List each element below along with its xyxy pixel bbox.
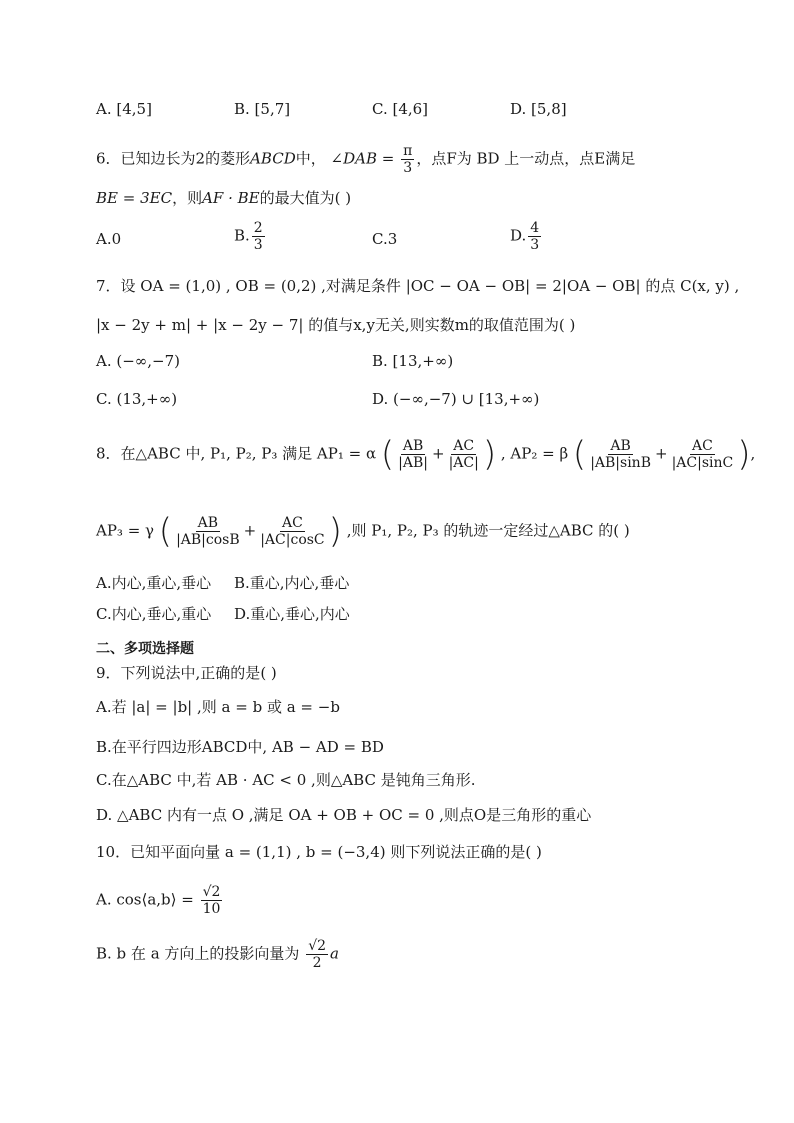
q5-option-d[interactable]: D. [5,8]: [510, 100, 567, 118]
q6-stem-line2: [96, 187, 351, 209]
q8-abs-ab-sinb: |AB|sinB: [590, 455, 651, 471]
q8-stem-line2: [96, 511, 630, 552]
q7-stem-line2: |x − 2y + m| + |x − 2y − 7| 的值与x,y无关,则实数m的取值范围为( ): [96, 316, 576, 334]
q6-pi-over-3: [401, 143, 414, 176]
q8-ac-1: AC: [453, 438, 475, 454]
q8-text-d: ,则 P₁, P₂, P₃ 的轨迹一定经过△ABC 的( ): [346, 521, 630, 540]
q6-text-a: 6．已知边长为2的菱形: [96, 149, 251, 168]
q8-ab-1: AB: [402, 438, 424, 454]
q6-option-d-den: 3: [530, 237, 540, 253]
q6-text-e: ，则: [172, 189, 203, 207]
q10-option-b-frac: [306, 938, 328, 971]
q6-option-d-prefix: D.: [510, 226, 527, 245]
q9-option-a[interactable]: A.若 |a| = |b| ,则 a = b 或 a = −b: [96, 698, 340, 716]
q9-option-c[interactable]: C.在△ABC 中,若 AB · AC < 0 ,则△ABC 是钝角三角形.: [96, 771, 476, 789]
q10-option-a-num: √2: [202, 884, 221, 900]
q8-paren-close-3: ): [328, 511, 342, 552]
q7-stem-line1: 7．设 OA = (1,0) , OB = (0,2) ,对满足条件 |OC − OA − OB| = 2|OA − OB| 的点 C(x, y) ,: [96, 277, 740, 295]
q8-ab-2: AB: [610, 438, 631, 454]
q8-abs-ac-1: |AC|: [448, 455, 479, 471]
q10-option-b-num: √2: [308, 938, 327, 954]
q6-dot-product: AF · BE: [202, 189, 260, 207]
q6-option-c[interactable]: C.3: [372, 230, 398, 248]
q8-frac-2b: [670, 438, 736, 471]
q8-abs-ac-cosc: |AC|cosC: [260, 532, 325, 548]
q8-stem-line1: [96, 434, 756, 475]
q6-three: 3: [403, 160, 413, 176]
q6-option-d[interactable]: [510, 220, 543, 253]
q5-option-a[interactable]: A. [4,5]: [96, 100, 152, 118]
q8-frac-2a: [588, 438, 653, 471]
q8-abs-ab-cosb: |AB|cosB: [176, 532, 240, 548]
q6-option-d-num: 4: [530, 220, 540, 236]
q8-option-d[interactable]: D.重心,垂心,内心: [234, 605, 350, 623]
q5-option-c[interactable]: C. [4,6]: [372, 100, 429, 118]
q8-paren-close-2: ): [737, 434, 751, 475]
q7-option-a[interactable]: A. (−∞,−7): [96, 352, 181, 370]
q8-text-b: , AP₂ = β: [500, 444, 569, 463]
q8-frac-1b: [447, 438, 481, 471]
q6-vector-condition: BE = 3EC: [96, 189, 173, 207]
section-heading-multiple-choice: 二、多项选择题: [96, 641, 194, 657]
q8-text-c: AP₃ = γ: [96, 521, 155, 540]
q9-option-b[interactable]: B.在平行四边形ABCD中, AB − AD = BD: [96, 738, 384, 756]
q6-option-b-prefix: B.: [234, 226, 250, 245]
q5-option-b[interactable]: B. [5,7]: [234, 100, 291, 118]
q8-text-a: 8．在△ABC 中, P₁, P₂, P₃ 满足 AP₁ = α: [96, 444, 377, 463]
q8-paren-open-2: (: [572, 434, 587, 475]
q7-option-b[interactable]: B. [13,+∞): [372, 352, 454, 370]
q6-option-b[interactable]: [234, 220, 267, 253]
q8-frac-3b: [258, 515, 326, 548]
q6-option-b-num: 2: [253, 220, 263, 236]
q10-option-b-suffix: a: [330, 944, 339, 963]
q8-abs-ac-sinc: |AC|sinC: [671, 455, 734, 471]
q8-ab-3: AB: [197, 515, 219, 531]
q8-plus-2: +: [655, 444, 668, 463]
q8-option-b[interactable]: B.重心,内心,垂心: [234, 574, 350, 592]
q10-option-a-prefix: A. cos⟨a,b⟩ =: [96, 890, 194, 909]
q10-option-a-den: 10: [202, 901, 221, 917]
q8-frac-1a: [396, 438, 430, 471]
q10-option-b-den: 2: [312, 955, 322, 971]
q6-text-b: ABCD: [250, 149, 296, 168]
q10-option-b-prefix: B. b 在 a 方向上的投影向量为: [96, 944, 300, 963]
q8-paren-open-3: (: [158, 511, 173, 552]
q7-option-d[interactable]: D. (−∞,−7) ∪ [13,+∞): [372, 390, 540, 408]
q6-option-a[interactable]: A.0: [96, 230, 122, 248]
q8-comma: ,: [750, 444, 756, 463]
q6-option-d-frac: [528, 220, 541, 253]
q6-text-c: 中，: [295, 149, 326, 168]
q6-pi: π: [403, 143, 413, 159]
q8-option-c[interactable]: C.内心,垂心,重心: [96, 605, 212, 623]
q6-text-d: ，点F为 BD 上一动点，点E满足: [416, 149, 636, 168]
q8-plus-3: +: [243, 521, 257, 540]
q9-stem: 9．下列说法中,正确的是( ): [96, 664, 277, 682]
q8-plus-1: +: [431, 444, 445, 463]
q9-option-d[interactable]: D. △ABC 内有一点 O ,满足 OA + OB + OC = 0 ,则点O是三角形的重心: [96, 806, 592, 824]
q6-option-b-den: 3: [253, 237, 263, 253]
q6-text-f: 的最大值为( ): [259, 189, 352, 207]
q10-stem: 10．已知平面向量 a = (1,1) , b = (−3,4) 则下列说法正确的是( ): [96, 843, 542, 861]
q8-paren-open-1: (: [380, 434, 395, 475]
q6-angle: ∠DAB =: [330, 149, 395, 168]
q10-option-a-frac: [201, 884, 223, 917]
q8-abs-ab-1: |AB|: [398, 455, 428, 471]
q6-option-b-frac: [252, 220, 265, 253]
q8-paren-close-1: ): [482, 434, 497, 475]
q10-option-b[interactable]: [96, 938, 339, 971]
q8-ac-3: AC: [282, 515, 303, 531]
q7-option-c[interactable]: C. (13,+∞): [96, 390, 178, 408]
q8-ac-2: AC: [691, 438, 713, 454]
q8-frac-3a: [174, 515, 242, 548]
q10-option-a[interactable]: [96, 884, 224, 917]
q6-stem-line1: [96, 143, 635, 176]
q8-option-a[interactable]: A.内心,重心,垂心: [96, 574, 212, 592]
